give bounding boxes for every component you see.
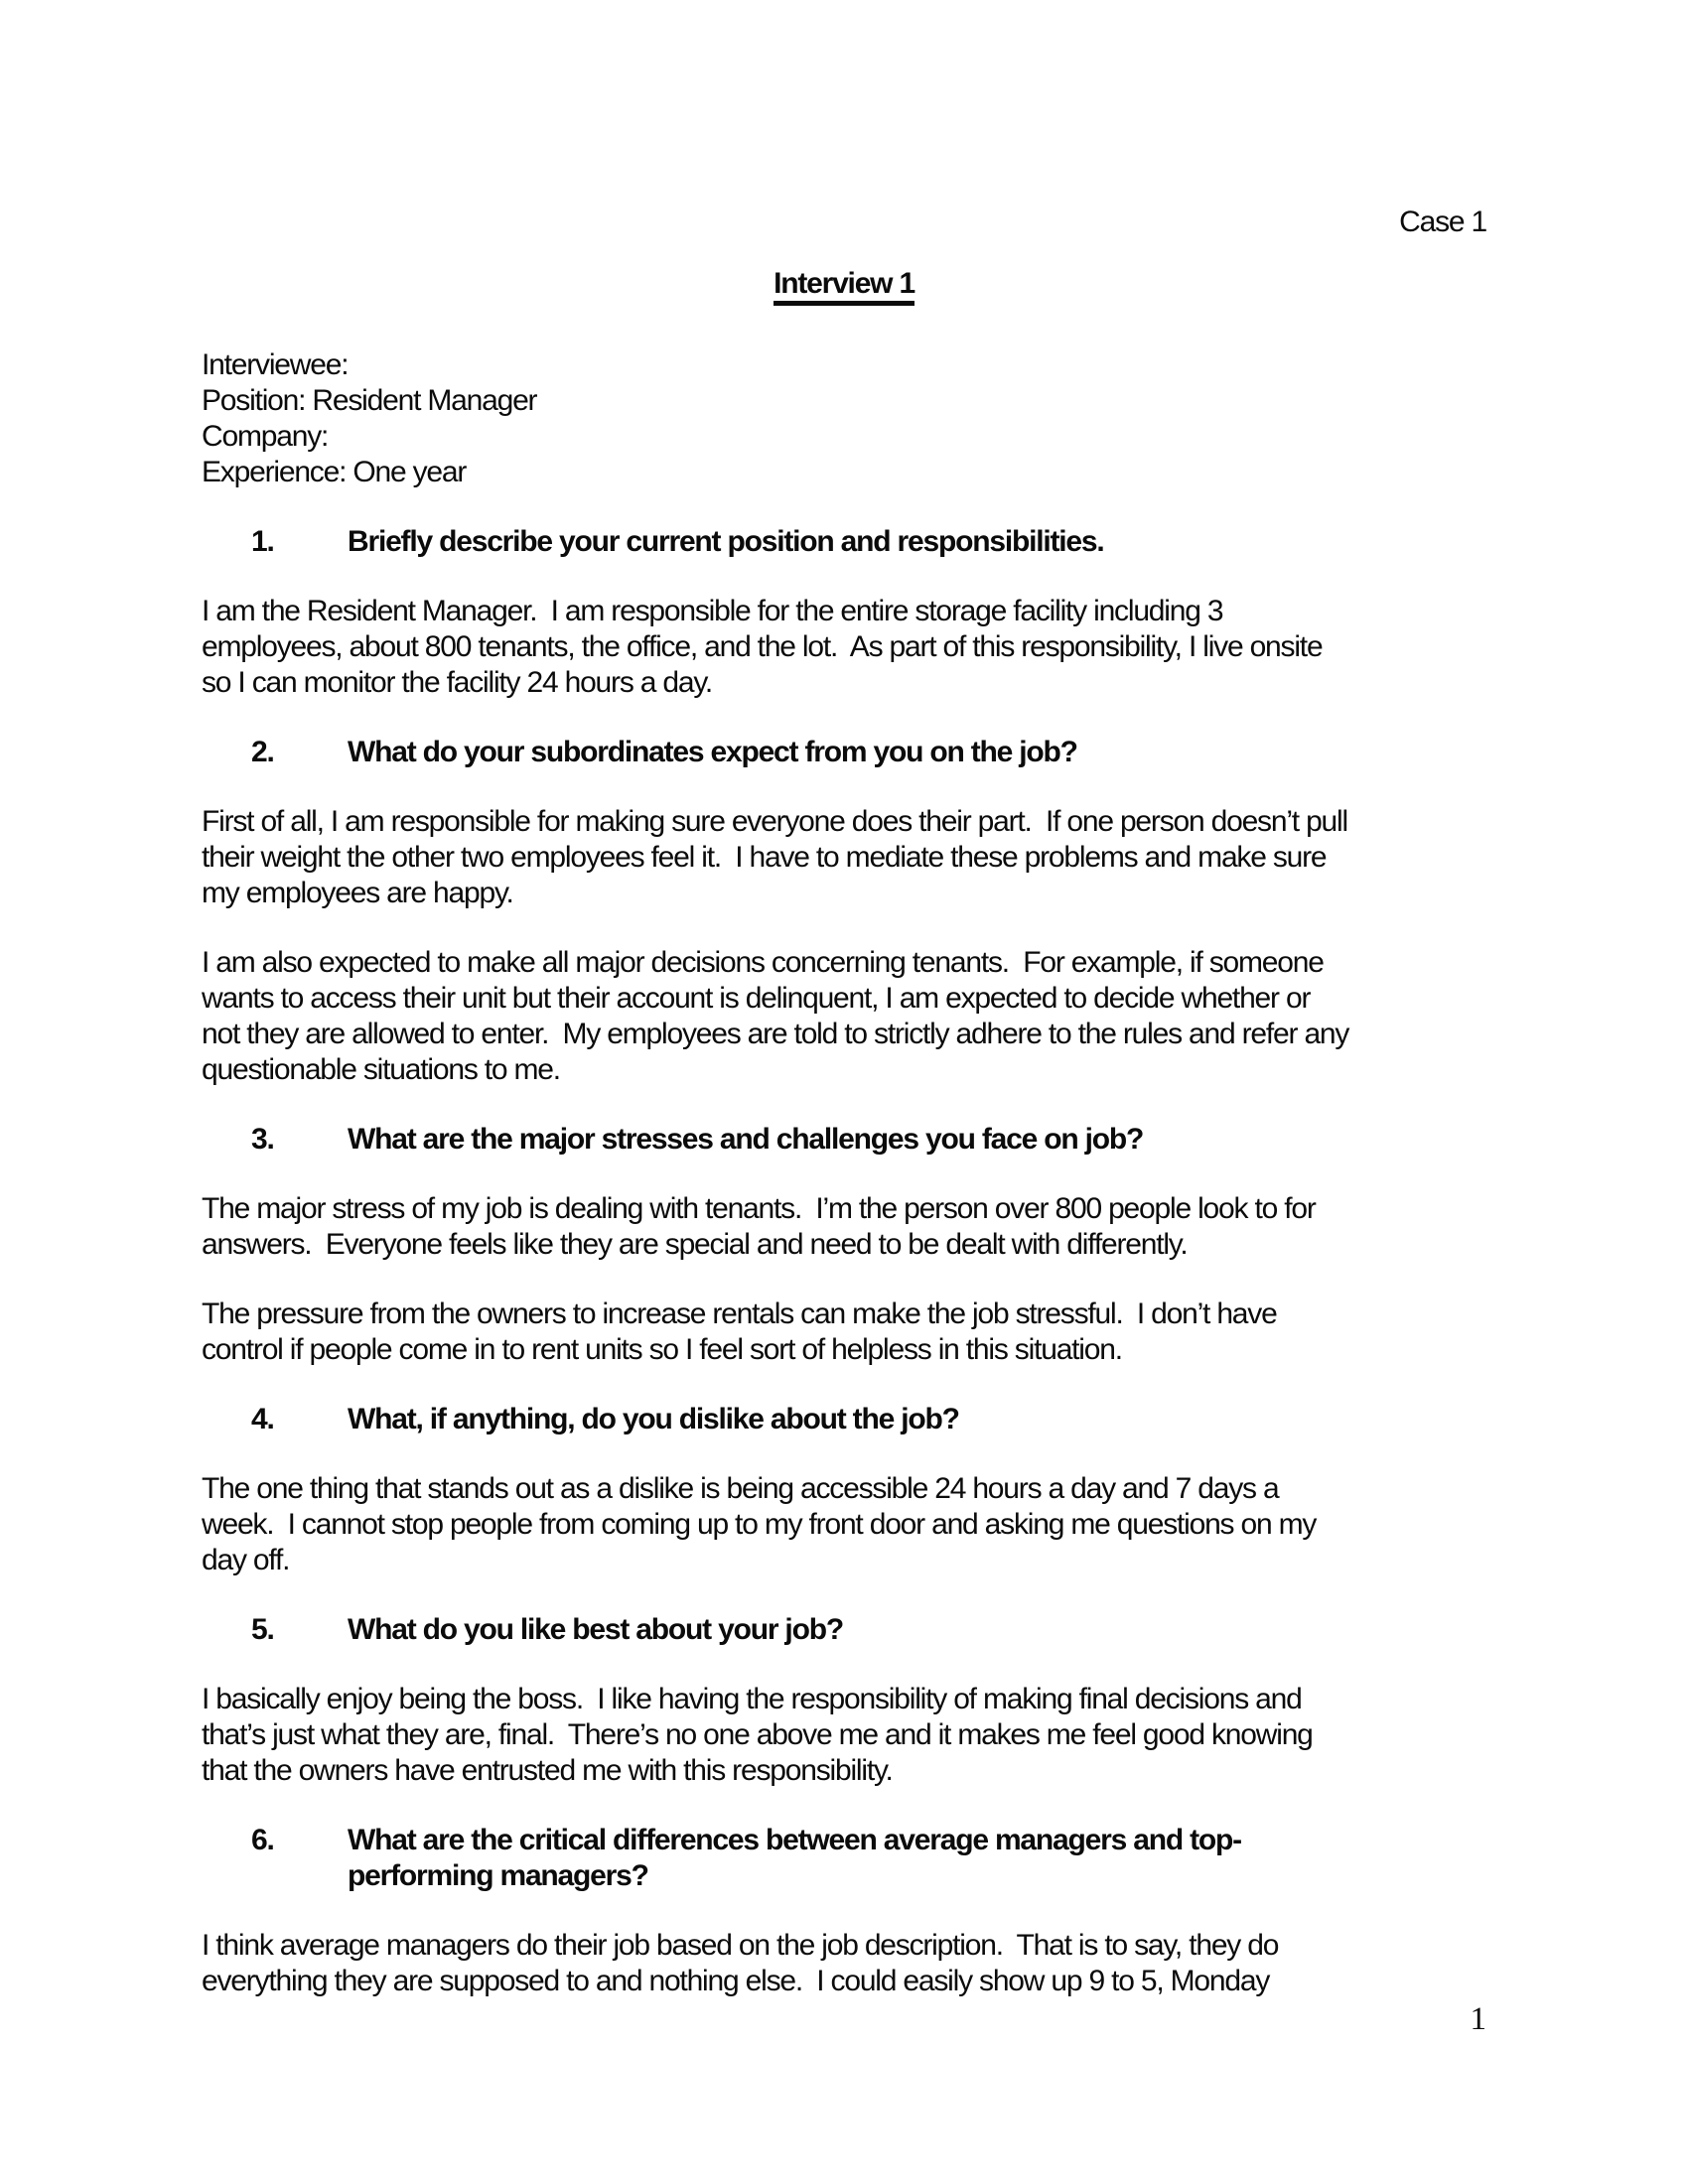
paragraph-line: week. I cannot stop people from coming up to my front door and asking me questions on my [202,1508,1317,1541]
answer-paragraph [202,1297,1486,1368]
question-number: 1. [251,525,274,558]
paragraph-line: my employees are happy. [202,877,513,909]
question-number: 3. [251,1123,274,1156]
paragraph-line: I am the Resident Manager. I am responsible for the entire storage facility including 3 [202,595,1223,627]
question-number: 5. [251,1613,274,1646]
title-row [202,266,1486,306]
question-heading [202,1402,1486,1437]
paragraph-line: The major stress of my job is dealing with tenants. I’m the person over 800 people look to for [202,1192,1316,1225]
question-number: 4. [251,1403,274,1435]
question-text-line: Briefly describe your current position and responsibilities. [348,525,1104,558]
paragraph-line: The pressure from the owners to increase rentals can make the job stressful. I don’t have [202,1297,1277,1330]
paragraph-line: that the owners have entrusted me with this responsibility. [202,1754,893,1787]
paragraph-line: I am also expected to make all major decisions concerning tenants. For example, if someone [202,946,1324,979]
info-line: Company: [202,420,329,453]
paragraph-line: day off. [202,1544,290,1576]
question-heading [202,1122,1486,1158]
question-text-line: What are the major stresses and challenges you face on job? [348,1123,1144,1156]
paragraph-line: that’s just what they are, final. There’s no one above me and it makes me feel good knowing [202,1718,1313,1751]
answer-paragraph [202,945,1486,1088]
paragraph-line: questionable situations to me. [202,1053,560,1086]
paragraph-line: I basically enjoy being the boss. I like having the responsibility of making final decisions and [202,1683,1302,1715]
question-text-line: What, if anything, do you dislike about the job? [348,1403,959,1435]
interviewee-info [202,347,1486,490]
question-number: 2. [251,736,274,768]
answer-paragraph [202,1471,1486,1578]
info-line: Position: Resident Manager [202,384,537,417]
paragraph-line: First of all, I am responsible for making sure everyone does their part. If one person doesn’t pull [202,805,1347,838]
question-text-line: What are the critical differences between average managers and top- [348,1824,1241,1856]
answer-paragraph [202,804,1486,911]
question-heading [202,524,1486,560]
qa-sections [202,524,1486,1999]
question-text-line: What do your subordinates expect from you on the job? [348,736,1077,768]
answer-paragraph [202,1928,1486,1999]
case-label: Case 1 [1399,205,1486,238]
paragraph-line: so I can monitor the facility 24 hours a day. [202,666,713,699]
paragraph-line: control if people come in to rent units so I feel sort of helpless in this situation. [202,1333,1122,1366]
question-heading [202,735,1486,770]
question-heading [202,1823,1486,1894]
paragraph-line: answers. Everyone feels like they are special and need to be dealt with differently. [202,1228,1188,1261]
paragraph-line: everything they are supposed to and nothing else. I could easily show up 9 to 5, Monday [202,1965,1270,1997]
info-line: Experience: One year [202,456,467,488]
answer-paragraph [202,594,1486,701]
answer-paragraph [202,1191,1486,1263]
paragraph-line: The one thing that stands out as a dislike is being accessible 24 hours a day and 7 days a [202,1472,1279,1505]
answer-paragraph [202,1682,1486,1789]
paragraph-line: I think average managers do their job based on the job description. That is to say, they do [202,1929,1279,1962]
info-line: Interviewee: [202,348,349,381]
question-text-line: What do you like best about your job? [348,1613,843,1646]
paragraph-line: employees, about 800 tenants, the office, and the lot. As part of this responsibility, I live onsite [202,630,1323,663]
page-title: Interview 1 [774,268,914,306]
question-heading [202,1612,1486,1648]
page-number: 1 [1470,2001,1486,2037]
question-number: 6. [251,1824,274,1856]
paragraph-line: not they are allowed to enter. My employees are told to strictly adhere to the rules and refer any [202,1018,1349,1050]
paragraph-line: their weight the other two employees feel it. I have to mediate these problems and make sure [202,841,1327,874]
question-text-line: performing managers? [348,1859,648,1892]
paragraph-line: wants to access their unit but their account is delinquent, I am expected to decide whether or [202,982,1311,1015]
